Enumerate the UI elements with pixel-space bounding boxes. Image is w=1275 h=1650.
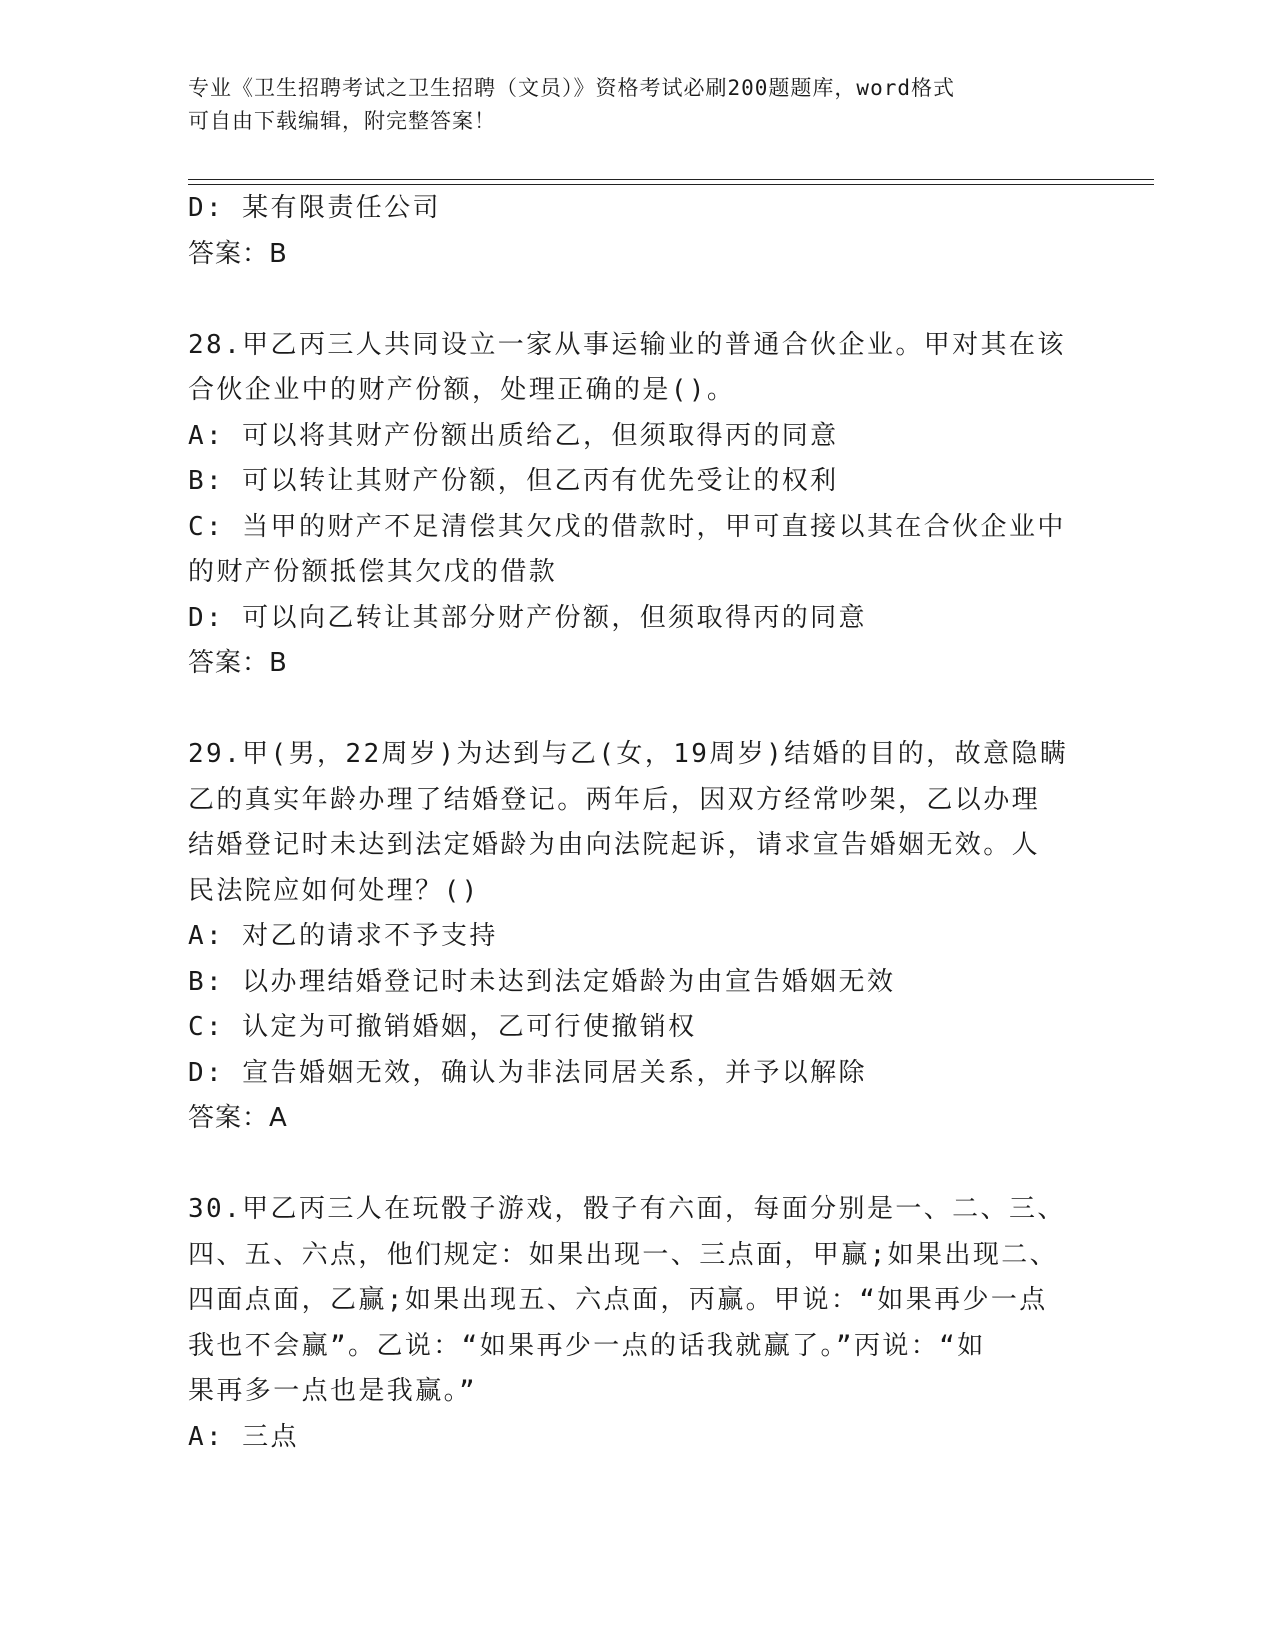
header-line: 可自由下载编辑，附完整答案！ [188,109,496,133]
question-29 [188,732,1088,1142]
header-divider [188,179,1154,180]
answer: 答案：A [188,1103,288,1133]
answer: 答案：B [188,648,288,678]
question-stem: 我也不会赢”。乙说：“如果再少一点的话我就赢了。”丙说：“如 [188,1330,986,1361]
header-line: 专业《卫生招聘考试之卫生招聘（文员）》资格考试必刷200题题库，word格式 [188,76,955,100]
option-a: A: 对乙的请求不予支持 [188,921,498,951]
question-stem: 四、五、六点，他们规定：如果出现一、三点面，甲赢;如果出现二、 [188,1239,1059,1270]
question-stem: 30.甲乙丙三人在玩骰子游戏，骰子有六面，每面分别是一、二、三、 [188,1194,1066,1224]
question-27-tail [188,186,1088,277]
option-d: D: 某有限责任公司 [188,193,441,223]
question-stem: 结婚登记时未达到法定婚龄为由向法院起诉，请求宣告婚姻无效。人 [188,830,1041,860]
question-stem: 四面点面，乙赢;如果出现五、六点面，丙赢。甲说：“如果再少一点 [188,1285,1048,1315]
question-28 [188,323,1088,687]
question-list [188,186,1088,1460]
option-d: D: 宣告婚姻无效，确认为非法同居关系，并予以解除 [188,1057,867,1088]
header-divider [188,184,1154,185]
question-30 [188,1187,1088,1460]
option-a: A: 三点 [188,1421,299,1452]
question-stem: 民法院应如何处理？() [188,875,480,906]
option-c: C: 认定为可撤销婚姻，乙可行使撤销权 [188,1012,697,1042]
document-header [188,72,1088,138]
option-c-continued: 的财产份额抵偿其欠戊的借款 [188,557,558,587]
option-b: B: 以办理结婚登记时未达到法定婚龄为由宣告婚姻无效 [188,966,896,997]
option-d: D: 可以向乙转让其部分财产份额，但须取得丙的同意 [188,602,867,633]
question-stem: 29.甲(男，22周岁)为达到与乙(女，19周岁)结婚的目的，故意隐瞒 [188,739,1069,769]
question-stem: 果再多一点也是我赢。” [188,1376,478,1406]
option-b: B: 可以转让其财产份额，但乙丙有优先受让的权利 [188,466,839,496]
option-a: A: 可以将其财产份额出质给乙，但须取得丙的同意 [188,420,839,451]
question-stem: 合伙企业中的财产份额，处理正确的是()。 [188,375,736,405]
question-stem: 乙的真实年龄办理了结婚登记。两年后，因双方经常吵架，乙以办理 [188,784,1041,815]
option-c: C: 当甲的财产不足清偿其欠戊的借款时，甲可直接以其在合伙企业中 [188,511,1066,542]
answer: 答案：B [188,238,288,269]
question-stem: 28.甲乙丙三人共同设立一家从事运输业的普通合伙企业。甲对其在该 [188,329,1066,360]
